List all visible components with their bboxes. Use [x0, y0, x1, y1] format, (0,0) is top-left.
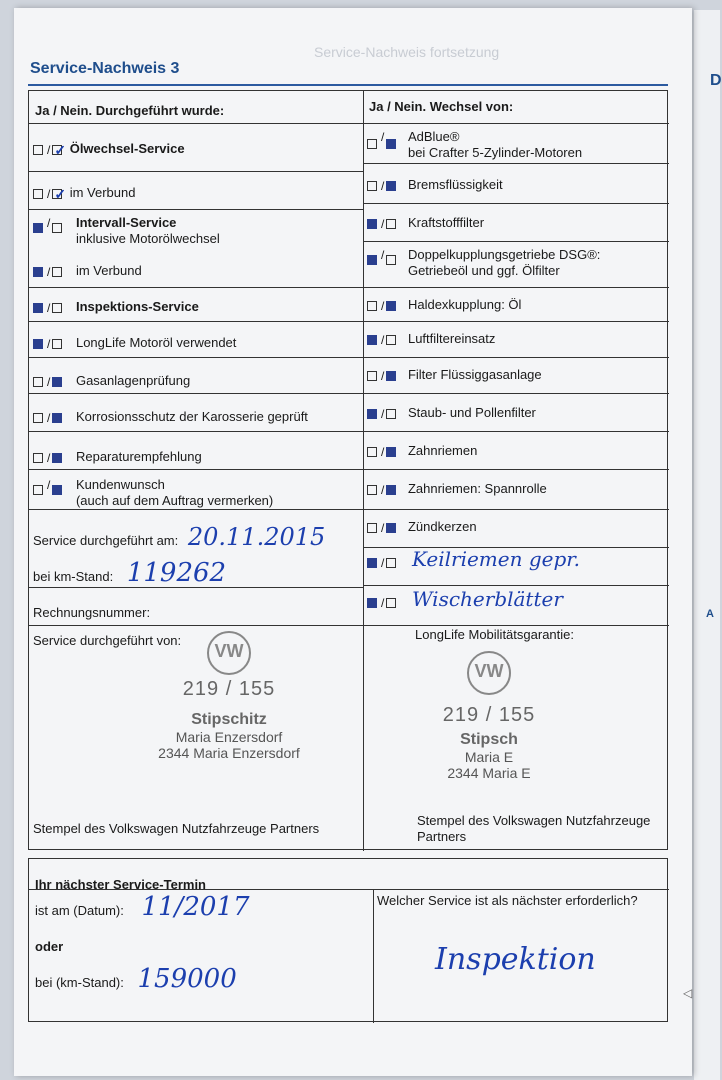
checkbox-no[interactable]	[386, 523, 396, 533]
checkbox-yes[interactable]	[367, 255, 377, 265]
row-sublabel: bei Crafter 5-Zylinder-Motoren	[407, 145, 583, 160]
right-row-kraftstoff: / Kraftstofffilter	[367, 215, 484, 232]
checkbox-no[interactable]	[386, 558, 396, 568]
right-row-luftfilter: / Luftfiltereinsatz	[367, 331, 495, 348]
stamp-city1: Maria Enzersdorf	[175, 729, 283, 745]
checkbox-yes[interactable]	[367, 139, 377, 149]
right-row-adblue: / AdBlue® bei Crafter 5-Zylinder-Motoren	[367, 129, 582, 161]
row-label: Reparaturempfehlung	[75, 449, 202, 464]
checkbox-no[interactable]	[52, 413, 62, 423]
row-label: Haldexkupplung: Öl	[407, 297, 522, 312]
row-label: im Verbund	[69, 185, 136, 200]
row-sublabel: (auch auf dem Auftrag vermerken)	[75, 493, 274, 508]
which-service-value[interactable]: Inspektion	[435, 942, 596, 977]
row-sublabel: inklusive Motorölwechsel	[75, 231, 220, 246]
row-line	[29, 625, 669, 626]
left-row-verbund2: / im Verbund	[33, 263, 142, 280]
checkbox-no[interactable]	[52, 223, 62, 233]
next-date-value[interactable]: 11/2017	[141, 892, 250, 922]
row-label: Kraftstofffilter	[407, 215, 485, 230]
row-label: Korrosionsschutz der Karosserie geprüft	[75, 409, 308, 424]
right-row-bremse: / Bremsflüssigkeit	[367, 177, 503, 194]
checkbox-no[interactable]	[52, 485, 62, 495]
checkbox-no[interactable]	[52, 303, 62, 313]
row-label: Zahnriemen	[407, 443, 478, 458]
row-line	[29, 509, 669, 510]
row-label: Intervall-Service	[75, 215, 177, 230]
row-label: Filter Flüssiggasanlage	[407, 367, 542, 382]
row-label: Zahnriemen: Spannrolle	[407, 481, 547, 496]
checkbox-yes[interactable]	[367, 181, 377, 191]
checkbox-no[interactable]	[386, 335, 396, 345]
checkbox-yes[interactable]	[367, 523, 377, 533]
checkbox-no[interactable]	[52, 339, 62, 349]
left-row-verbund1: / ✓ im Verbund	[33, 185, 135, 202]
row-line	[29, 171, 363, 172]
right-row-fluessiggas: / Filter Flüssiggasanlage	[367, 367, 542, 384]
vw-logo-icon: VW	[467, 651, 511, 695]
row-line	[29, 123, 669, 124]
stamp-partner-label-right: Stempel des Volkswagen Nutzfahrzeuge Partners	[417, 813, 651, 844]
next-service-table	[28, 858, 668, 1022]
row-label: LongLife Motoröl verwendet	[75, 335, 237, 350]
checkbox-yes[interactable]	[33, 377, 43, 387]
checkbox-yes[interactable]	[33, 303, 43, 313]
service-date-row	[33, 523, 326, 551]
checkbox-yes[interactable]	[367, 598, 377, 608]
stamp-city1: Maria E	[464, 749, 514, 765]
service-date-label: Service durchgeführt am:	[33, 533, 179, 548]
left-row-inspektion: / Inspektions-Service	[33, 299, 199, 316]
row-line	[363, 241, 669, 242]
left-row-gasanlage: / Gasanlagenprüfung	[33, 373, 190, 390]
km-row	[33, 558, 227, 588]
left-row-korrosion: / Korrosionsschutz der Karosserie geprüft	[33, 409, 308, 426]
checkbox-no[interactable]	[52, 453, 62, 463]
handwritten-entry-2[interactable]: Wischerblätter	[411, 587, 563, 611]
right-row-zahnriemen: / Zahnriemen	[367, 443, 477, 460]
next-page-letter: D	[710, 72, 722, 89]
checkbox-yes[interactable]	[367, 219, 377, 229]
performed-by-label: Service durchgeführt von:	[33, 633, 182, 648]
arrow-mark-icon: ◁	[683, 986, 693, 1000]
checkbox-no[interactable]	[386, 139, 396, 149]
row-line	[363, 585, 669, 586]
invoice-label: Rechnungsnummer:	[33, 605, 151, 620]
checkbox-no[interactable]	[386, 181, 396, 191]
stamp-number: 219 / 155	[442, 704, 536, 726]
checkbox-no[interactable]	[52, 267, 62, 277]
checkbox-no[interactable]	[386, 371, 396, 381]
right-row-spannrolle: / Zahnriemen: Spannrolle	[367, 481, 547, 498]
row-line	[29, 469, 669, 470]
next-km-label: bei (km-Stand):	[35, 975, 124, 990]
checkbox-yes[interactable]	[33, 339, 43, 349]
checkbox-no[interactable]	[386, 301, 396, 311]
row-label: Kundenwunsch	[75, 477, 165, 492]
invoice-row	[33, 605, 150, 621]
checkbox-no[interactable]	[386, 409, 396, 419]
row-label: Inspektions-Service	[75, 299, 199, 314]
right-row-pollenfilter: / Staub- und Pollenfilter	[367, 405, 536, 422]
left-header: Ja / Nein. Durchgeführt wurde:	[35, 103, 225, 118]
row-label: Ölwechsel-Service	[69, 141, 185, 156]
title-rule	[28, 84, 668, 86]
checkbox-yes[interactable]	[33, 267, 43, 277]
checkbox-no[interactable]	[386, 255, 396, 265]
stamp-number: 219 / 155	[182, 678, 276, 700]
right-row-hand1: / Keilriemen gepr.	[367, 551, 580, 571]
left-row-intervall: / Intervall-Service inklusive Motorölwechsel	[33, 215, 220, 247]
right-row-dsg: / Doppelkupplungsgetriebe DSG®: Getriebeöl und ggf. Ölfilter	[367, 247, 600, 279]
km-value[interactable]: 119262	[126, 558, 227, 588]
next-km-value[interactable]: 159000	[137, 964, 237, 994]
checkbox-yes[interactable]	[367, 301, 377, 311]
row-label: Bremsflüssigkeit	[407, 177, 503, 192]
checkbox-yes[interactable]	[367, 447, 377, 457]
stamp-name: Stipschitz	[191, 711, 267, 728]
checkbox-no[interactable]	[52, 377, 62, 387]
checkbox-yes[interactable]	[367, 335, 377, 345]
row-label: Zündkerzen	[407, 519, 477, 534]
checkbox-no[interactable]	[386, 447, 396, 457]
row-label: im Verbund	[75, 263, 142, 278]
row-line	[29, 321, 669, 322]
row-sublabel: Getriebeöl und ggf. Ölfilter	[407, 263, 560, 278]
check-mark: ✓	[54, 185, 67, 202]
left-row-longlife: / LongLife Motoröl verwendet	[33, 335, 236, 352]
checkbox-yes[interactable]	[367, 485, 377, 495]
page-title: Service-Nachweis 3	[30, 60, 180, 77]
row-line	[29, 209, 363, 210]
left-row-reparatur: / Reparaturempfehlung	[33, 449, 202, 466]
column-divider	[363, 91, 364, 851]
next-page-a: A	[706, 608, 714, 620]
service-date-value[interactable]: 20.11.2015	[187, 523, 326, 551]
left-row-oelwechsel: / ✓ Ölwechsel-Service	[33, 141, 185, 158]
row-label: Gasanlagenprüfung	[75, 373, 191, 388]
next-date-row	[35, 892, 250, 922]
checkbox-yes[interactable]	[33, 223, 43, 233]
checkbox-yes[interactable]	[367, 409, 377, 419]
stamp-city2: 2344 Maria Enzersdorf	[158, 745, 300, 761]
row-line	[29, 431, 669, 432]
dealer-stamp-right	[409, 651, 569, 781]
guarantee-label: LongLife Mobilitätsgarantie:	[415, 627, 574, 642]
right-row-haldex: / Haldexkupplung: Öl	[367, 297, 521, 314]
checkbox-yes[interactable]	[33, 413, 43, 423]
row-line	[363, 163, 669, 164]
vw-logo-icon: VW	[207, 631, 251, 675]
right-row-hand2: / Wischerblätter	[367, 591, 563, 611]
next-date-label: ist am (Datum):	[35, 903, 124, 918]
dealer-stamp-left	[129, 631, 329, 761]
check-mark: ✓	[54, 141, 67, 158]
right-row-zuendkerzen: / Zündkerzen	[367, 519, 477, 536]
row-label: Luftfiltereinsatz	[407, 331, 496, 346]
checkbox-no[interactable]	[386, 485, 396, 495]
checkbox-yes[interactable]	[33, 189, 43, 199]
row-line	[29, 393, 669, 394]
column-divider	[373, 889, 374, 1023]
service-table	[28, 90, 668, 850]
checkbox-yes[interactable]	[33, 453, 43, 463]
row-line	[29, 357, 669, 358]
checkbox-yes[interactable]	[33, 485, 43, 495]
right-header: Ja / Nein. Wechsel von:	[369, 99, 514, 114]
row-label: AdBlue®	[407, 129, 460, 144]
checkbox-yes[interactable]	[33, 145, 43, 155]
row-label: Staub- und Pollenfilter	[407, 405, 536, 420]
oder-label: oder	[35, 939, 64, 954]
which-service-label: Welcher Service ist als nächster erforderlich?	[377, 893, 638, 908]
next-km-row	[35, 964, 237, 994]
stamp-partner-label-left: Stempel des Volkswagen Nutzfahrzeuge Partners	[33, 821, 320, 836]
checkbox-yes[interactable]	[367, 371, 377, 381]
checkbox-yes[interactable]	[367, 558, 377, 568]
checkbox-no[interactable]	[386, 219, 396, 229]
stamp-city2: 2344 Maria E	[447, 765, 531, 781]
row-line	[29, 287, 669, 288]
checkbox-no[interactable]	[386, 598, 396, 608]
ghost-text: Service-Nachweis fortsetzung	[314, 44, 500, 60]
row-line	[363, 203, 669, 204]
stamp-name: Stipsch	[460, 731, 518, 748]
km-label: bei km-Stand:	[33, 569, 114, 584]
left-row-kundenwunsch: / Kundenwunsch (auch auf dem Auftrag vermerken)	[33, 477, 273, 509]
next-service-title: Ihr nächster Service-Termin	[35, 877, 206, 892]
next-page-edge	[694, 10, 720, 1080]
handwritten-entry-1[interactable]: Keilriemen gepr.	[411, 547, 580, 571]
row-label: Doppelkupplungsgetriebe DSG®:	[407, 247, 601, 262]
